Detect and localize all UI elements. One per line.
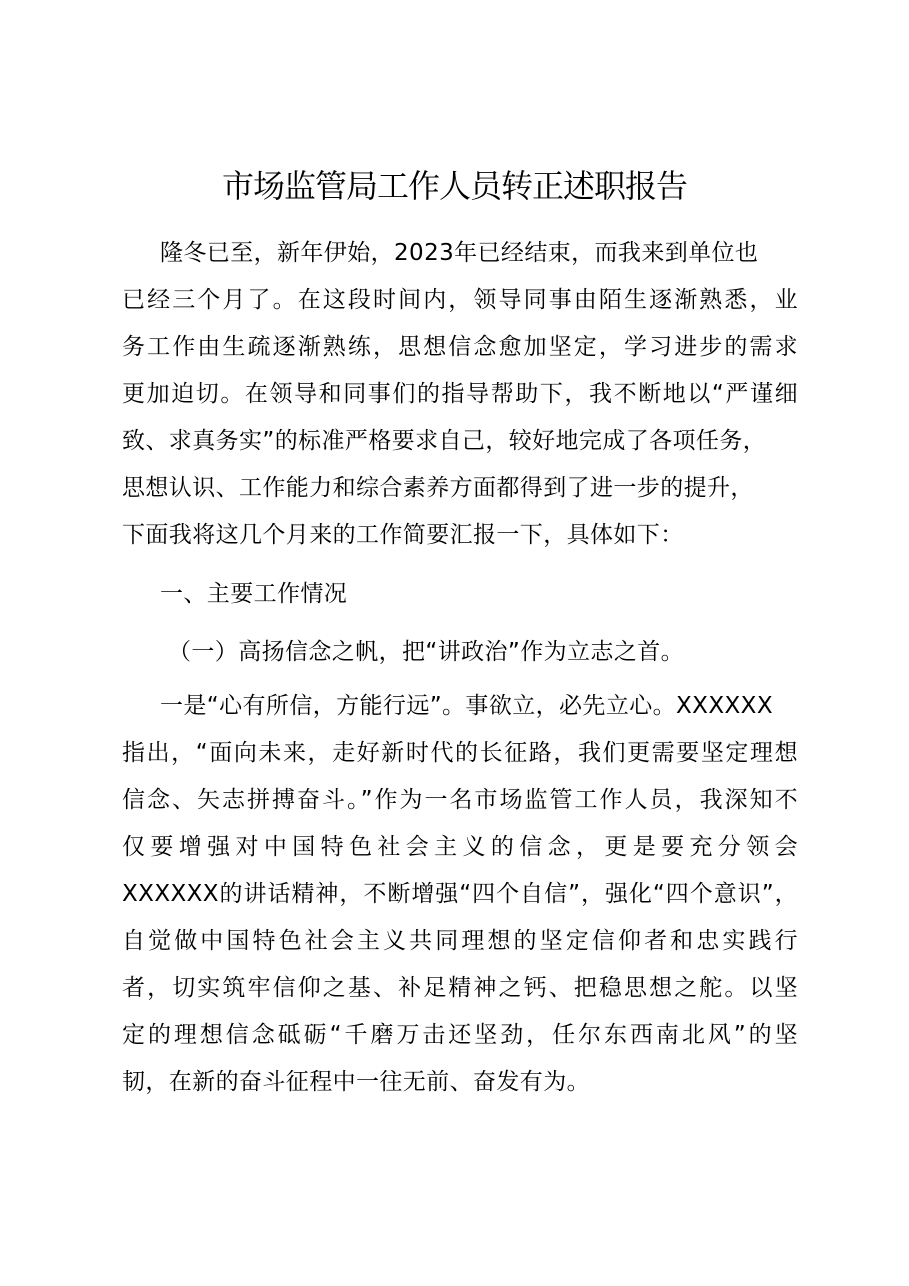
paragraph-line: 定的理想信念砥砺“千磨万击还坚劲，任尔东西南北风”的坚 [122,1022,798,1048]
paragraph-line: 更加迫切。在领导和同事们的指导帮助下，我不断地以“严谨细 [122,381,798,407]
paragraph-line: 者，切实筑牢信仰之基、补足精神之钙、把稳思想之舵。以坚 [122,975,798,1001]
paragraph-line: 下面我将这几个月来的工作简要汇报一下，具体如下： [122,522,684,548]
paragraph-line: 思想认识、工作能力和综合素养方面都得到了进一步的提升， [122,475,754,501]
paragraph-line: 务工作由生疏逐渐熟练，思想信念愈加坚定，学习进步的需求 [122,334,798,360]
paragraph-line: 信念、矢志拼搏奋斗。”作为一名市场监管工作人员，我深知不 [122,787,798,813]
document-title: 市场监管局工作人员转正述职报告 [221,167,687,205]
paragraph-line: 仅要增强对中国特色社会主义的信念，更是要充分领会 [122,834,798,860]
paragraph-line: 自觉做中国特色社会主义共同理想的坚定信仰者和忠实践行 [122,928,798,954]
paragraph-line: XXXXXX的讲话精神，不断增强“四个自信”，强化“四个意识”， [122,881,798,907]
section-heading: 一、主要工作情况 [160,581,348,607]
paragraph-line: 致、求真务实”的标准严格要求自己，较好地完成了各项任务， [122,428,767,454]
paragraph-line: 已经三个月了。在这段时间内，领导同事由陌生逐渐熟悉，业 [122,287,798,313]
subsection-heading: （一）高扬信念之帆，把“讲政治”作为立志之首。 [168,639,685,665]
paragraph-line: 一是“心有所信，方能行远”。事欲立，必先立心。XXXXXX [160,693,773,719]
paragraph-line: 韧，在新的奋斗征程中一往无前、奋发有为。 [122,1069,590,1095]
paragraph-line: 隆冬已至，新年伊始，2023年已经结束，而我来到单位也 [160,240,759,266]
paragraph-line: 指出，“面向未来，走好新时代的长征路，我们更需要坚定理想 [122,740,798,766]
